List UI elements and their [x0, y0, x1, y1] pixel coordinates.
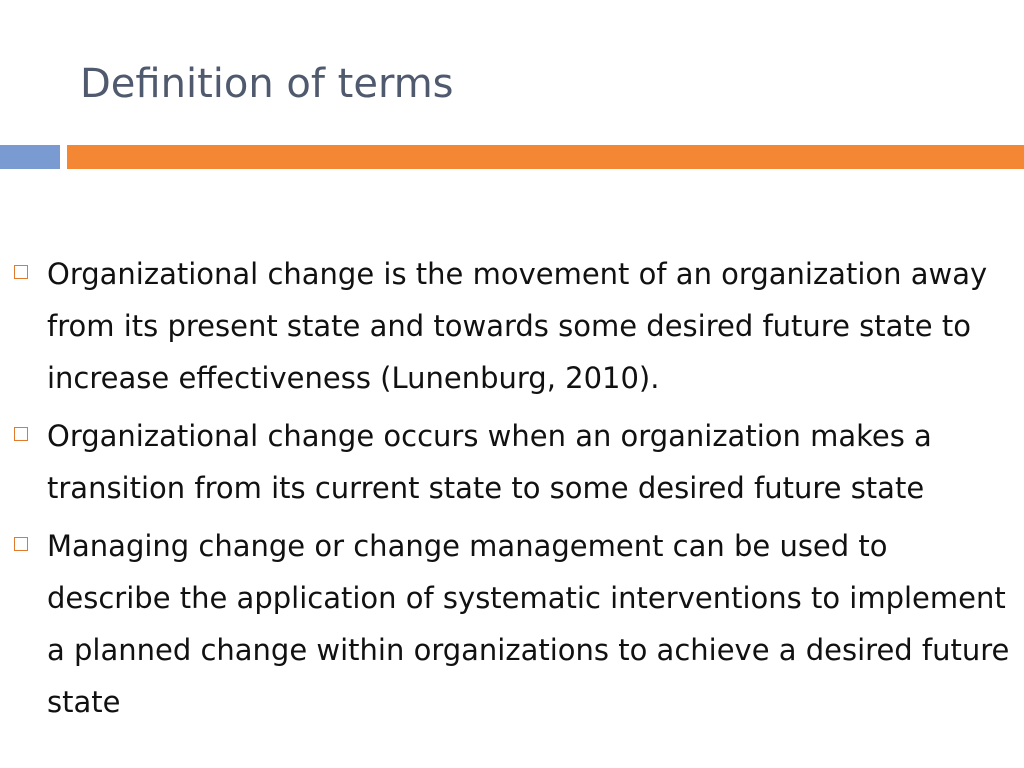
bullet-item	[0, 410, 1024, 514]
title-underline-orange-segment	[67, 145, 1024, 169]
bullet-text: Organizational change occurs when an organization makes a transition from its current state to some desired future state	[47, 419, 932, 505]
hollow-square-bullet-icon	[14, 265, 28, 279]
title-underline-blue-segment	[0, 145, 60, 169]
hollow-square-bullet-icon	[14, 427, 28, 441]
bullet-text: Organizational change is the movement of an organization away from its present state and towards some desired future state to increase effectiveness (Lunenburg, 2010).	[47, 257, 988, 395]
slide-title: Definition of terms	[80, 61, 454, 107]
bullet-text: Managing change or change management can be used to describe the application of systematic interventions to implement a planned change within organizations to achieve a desired future state	[47, 529, 1010, 719]
hollow-square-bullet-icon	[14, 537, 28, 551]
bullet-list	[0, 248, 1024, 734]
bullet-item	[0, 520, 1024, 728]
bullet-item	[0, 248, 1024, 404]
